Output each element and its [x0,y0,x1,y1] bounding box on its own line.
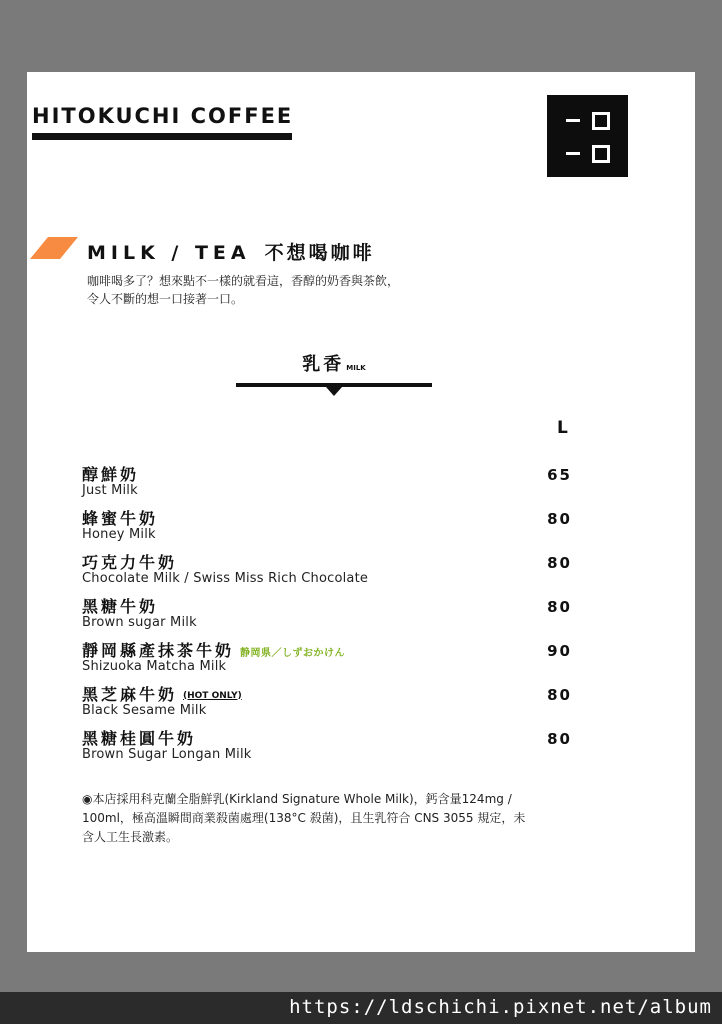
accent-parallelogram-icon [30,237,78,259]
brand-underline [32,133,292,140]
item-price: 80 [547,686,572,704]
item-price: 90 [547,642,572,660]
item-price: 80 [547,510,572,528]
note-line: 100ml，極高溫瞬間商業殺菌處理(138°C 殺菌)，且生乳符合 CNS 3055 規定，未 [82,811,526,825]
item-price: 80 [547,598,572,616]
menu-list [82,462,582,770]
item-name-zh-row [82,682,242,705]
item-name-en: Just Milk [82,483,138,498]
item-name-en: Brown sugar Milk [82,615,197,630]
item-name-en: Chocolate Milk / Swiss Miss Rich Chocolate [82,571,369,586]
note-line: 含人工生長激素。 [82,830,179,844]
menu-item [82,682,582,726]
brand-name: HITOKUCHI COFFEE [32,104,294,128]
intro-line: 令人不斷的想一口接著一口。 [87,292,244,306]
category-title-zh: 乳香 [302,354,345,375]
triangle-down-icon [326,387,342,396]
item-name-en: Shizuoka Matcha Milk [82,659,227,674]
item-price: 80 [547,730,572,748]
item-origin-tag: 静岡県／しずおかけん [240,648,346,659]
category-title-en: MILK [346,364,366,372]
item-price: 80 [547,554,572,572]
item-name-zh: 黑糖牛奶 [82,597,159,616]
intro-line: 咖啡喝多了？想來點不一樣的就看這，香醇的奶香與茶飲， [87,274,400,288]
section-intro [87,272,399,308]
item-name-zh: 蜂蜜牛奶 [82,509,159,528]
hot-only-tag: (HOT ONLY) [183,690,242,701]
section-title-zh: 不想喝咖啡 [264,242,375,264]
size-header: L [557,418,568,438]
item-name-en: Black Sesame Milk [82,703,207,718]
menu-item [82,594,582,638]
note-line: ◉本店採用科克蘭全脂鮮乳(Kirkland Signature Whole Milk)，鈣含量124mg / [82,792,512,806]
item-name-en: Honey Milk [82,527,156,542]
item-name-zh: 醇鮮奶 [82,465,140,484]
watermark-url: https://ldschichi.pixnet.net/album [289,996,712,1018]
milk-source-note [82,790,582,847]
menu-item [82,550,582,594]
item-name-zh-row [82,638,345,661]
watermark-bar [0,992,722,1024]
item-name-zh: 靜岡縣產抹茶牛奶 [82,641,235,660]
menu-item [82,462,582,506]
section-title [87,238,375,265]
item-name-zh: 黑芝麻牛奶 [82,685,178,704]
item-price: 65 [547,466,572,484]
section-title-en: MILK / TEA [87,242,251,264]
item-name-zh: 黑糖桂圓牛奶 [82,729,197,748]
menu-item [82,726,582,770]
item-name-zh: 巧克力牛奶 [82,553,178,572]
menu-item [82,638,582,682]
hitokuchi-logo-icon [547,95,628,177]
category-heading [236,350,432,376]
item-name-en: Brown Sugar Longan Milk [82,747,252,762]
menu-item [82,506,582,550]
